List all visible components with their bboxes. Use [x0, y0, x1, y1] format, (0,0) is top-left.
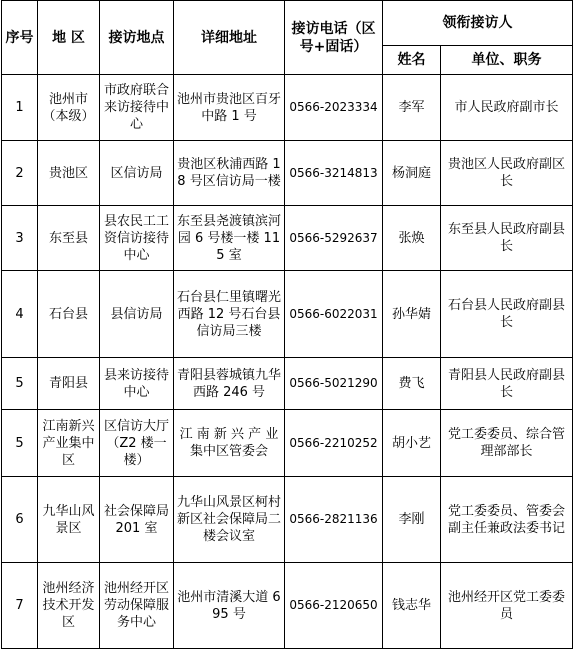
table-row: [2, 477, 573, 563]
table-row: [2, 563, 573, 649]
cell-address: 九华山风景区柯村新区社会保障局二楼会议室: [174, 477, 285, 563]
cell-location: 市政府联合来访接待中心: [100, 75, 174, 141]
cell-address: 池州市清溪大道 695 号: [174, 563, 285, 649]
cell-region: 贵池区: [38, 141, 100, 206]
cell-phone: 0566-3214813: [285, 141, 383, 206]
cell-name: 杨洞庭: [383, 141, 441, 206]
cell-position: 青阳县人民政府副县长: [441, 358, 573, 410]
cell-address: 青阳县蓉城镇九华西路 246 号: [174, 358, 285, 410]
header-address: 详细地址: [174, 1, 285, 75]
petition-reception-table: [1, 0, 573, 649]
cell-name: 孙华婧: [383, 271, 441, 358]
cell-location: 社会保障局 201 室: [100, 477, 174, 563]
cell-no: 5: [2, 410, 38, 477]
cell-region: 青阳县: [38, 358, 100, 410]
cell-region: 九华山风景区: [38, 477, 100, 563]
cell-address: 池州市贵池区百牙中路 1 号: [174, 75, 285, 141]
cell-phone: 0566-2023334: [285, 75, 383, 141]
cell-region: 东至县: [38, 206, 100, 271]
table-row: [2, 206, 573, 271]
header-name: 姓名: [383, 46, 441, 75]
cell-no: 4: [2, 271, 38, 358]
cell-name: 费飞: [383, 358, 441, 410]
cell-region: 池州市（本级）: [38, 75, 100, 141]
header-leader: 领衔接访人: [383, 1, 573, 46]
cell-no: 7: [2, 563, 38, 649]
header-location: 接访地点: [100, 1, 174, 75]
cell-phone: 0566-5292637: [285, 206, 383, 271]
cell-location: 池州经开区劳动保障服务中心: [100, 563, 174, 649]
header-phone: 接访电话（区号+固话）: [285, 1, 383, 75]
cell-phone: 0566-2821136: [285, 477, 383, 563]
cell-position: 东至县人民政府副县长: [441, 206, 573, 271]
table-row: [2, 75, 573, 141]
cell-position: 贵池区人民政府副区长: [441, 141, 573, 206]
table-row: [2, 271, 573, 358]
header-region: 地 区: [38, 1, 100, 75]
header-position: 单位、职务: [441, 46, 573, 75]
cell-phone: 0566-5021290: [285, 358, 383, 410]
cell-address: 东至县尧渡镇滨河园 6 号楼一楼 115 室: [174, 206, 285, 271]
cell-address: 贵池区秋浦西路 18 号区信访局一楼: [174, 141, 285, 206]
cell-no: 1: [2, 75, 38, 141]
cell-location: 县来访接待中心: [100, 358, 174, 410]
cell-phone: 0566-2210252: [285, 410, 383, 477]
cell-name: 张焕: [383, 206, 441, 271]
cell-name: 李刚: [383, 477, 441, 563]
cell-location: 区信访大厅（Z2 楼一楼）: [100, 410, 174, 477]
cell-phone: 0566-2120650: [285, 563, 383, 649]
table-row: [2, 141, 573, 206]
cell-region: 石台县: [38, 271, 100, 358]
cell-position: 市人民政府副市长: [441, 75, 573, 141]
cell-position: 党工委委员、管委会副主任兼政法委书记: [441, 477, 573, 563]
cell-phone: 0566-6022031: [285, 271, 383, 358]
cell-address: 江 南 新 兴 产 业集中区管委会: [174, 410, 285, 477]
cell-position: 石台县人民政府副县长: [441, 271, 573, 358]
cell-location: 县信访局: [100, 271, 174, 358]
cell-position: 池州经开区党工委委员: [441, 563, 573, 649]
cell-no: 2: [2, 141, 38, 206]
cell-region: 池州经济技术开发区: [38, 563, 100, 649]
cell-region: 江南新兴产业集中区: [38, 410, 100, 477]
cell-name: 钱志华: [383, 563, 441, 649]
header-row: [2, 1, 573, 46]
cell-name: 胡小艺: [383, 410, 441, 477]
cell-no: 6: [2, 477, 38, 563]
header-no: 序号: [2, 1, 38, 75]
cell-location: 区信访局: [100, 141, 174, 206]
cell-name: 李军: [383, 75, 441, 141]
table-row: [2, 358, 573, 410]
cell-location: 县农民工工资信访接待中心: [100, 206, 174, 271]
cell-address: 石台县仁里镇曙光西路 12 号石台县信访局三楼: [174, 271, 285, 358]
cell-no: 3: [2, 206, 38, 271]
cell-no: 5: [2, 358, 38, 410]
table-row: [2, 410, 573, 477]
cell-position: 党工委委员、综合管理部部长: [441, 410, 573, 477]
